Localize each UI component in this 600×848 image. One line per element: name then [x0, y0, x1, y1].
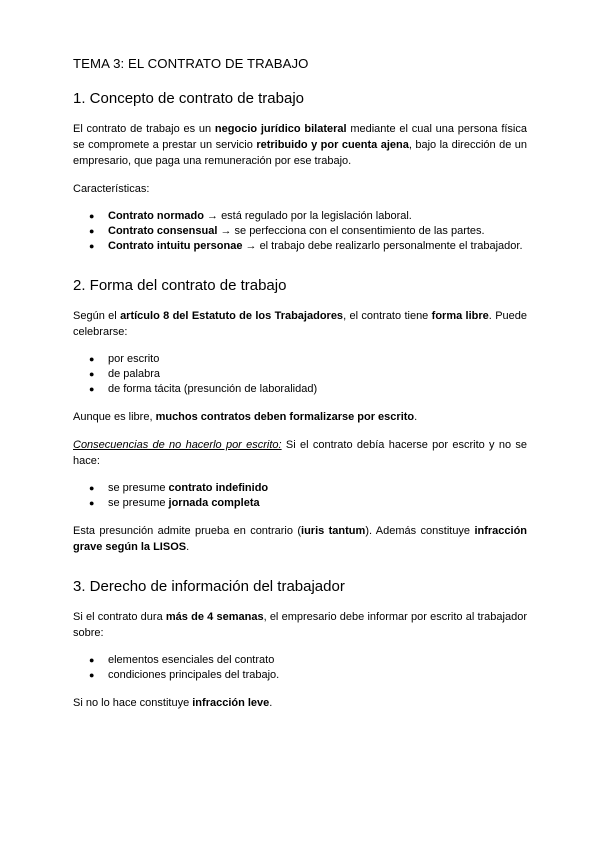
text-run: Si el contrato dura	[73, 611, 166, 623]
bullet-icon: ●	[89, 369, 95, 379]
section-1-paragraph	[73, 121, 527, 169]
bold-run: negocio jurídico bilateral	[214, 123, 347, 135]
bold-run: Contrato consensual	[108, 225, 218, 237]
list-item	[73, 653, 527, 668]
text-run: , el empresario debe informar por escrito al trabajador sobre:	[73, 611, 527, 639]
bold-run: infracción leve	[192, 697, 270, 709]
bullet-icon: ●	[89, 483, 95, 493]
text-run: condiciones principales del trabajo.	[108, 669, 280, 681]
text-run: → se perfecciona con el consentimiento de las partes.	[217, 225, 485, 237]
list-item	[73, 239, 527, 254]
bullet-icon: ●	[89, 498, 95, 508]
text-run: Aunque es libre,	[73, 411, 156, 423]
section-3-paragraph-1	[73, 609, 527, 641]
text-run: El contrato de trabajo es un	[73, 123, 215, 135]
text-run: Esta presunción admite prueba en contrario (	[73, 525, 302, 537]
list-item	[73, 352, 527, 367]
bullet-icon: ●	[89, 226, 95, 236]
bullet-icon: ●	[89, 211, 95, 221]
section-2-heading: 2. Forma del contrato de trabajo	[73, 277, 287, 294]
bold-run: Contrato intuitu personae	[108, 240, 243, 252]
underlined-italic-run: Consecuencias de no hacerlo por escrito:	[73, 439, 282, 451]
information-list	[73, 653, 527, 683]
text-run: , el contrato tiene	[343, 310, 432, 322]
bullet-icon: ●	[89, 241, 95, 251]
section-3-paragraph-2	[73, 695, 527, 711]
list-item	[73, 209, 527, 224]
text-run: .	[269, 697, 273, 709]
bold-run: muchos contratos deben formalizarse por escrito	[155, 411, 415, 423]
text-run: se presume	[108, 482, 169, 494]
list-item	[73, 481, 527, 496]
text-run: Según el	[73, 310, 121, 322]
bullet-icon: ●	[89, 354, 95, 364]
bullet-icon: ●	[89, 384, 95, 394]
bullet-icon: ●	[89, 670, 95, 680]
text-run: mediante el cual una persona física se compromete a prestar un servicio	[73, 123, 527, 151]
document-page	[73, 56, 527, 723]
bold-run: forma libre	[431, 310, 489, 322]
bold-run: artículo 8 del Estatuto de los Trabajadores	[120, 310, 344, 322]
section-2-paragraph-2	[73, 409, 527, 425]
section-2-paragraph-3	[73, 437, 527, 469]
list-item	[73, 224, 527, 239]
bullet-icon: ●	[89, 655, 95, 665]
text-run: de forma tácita (presunción de laboralidad)	[108, 383, 318, 395]
section-1-heading: 1. Concepto de contrato de trabajo	[73, 90, 304, 107]
section-2-paragraph-1	[73, 308, 527, 340]
characteristics-label: Características:	[73, 183, 150, 195]
section-2-paragraph-4	[73, 523, 527, 555]
bold-run: retribuido y por cuenta ajena	[256, 139, 409, 151]
document-title: TEMA 3: EL CONTRATO DE TRABAJO	[73, 56, 309, 71]
text-run: por escrito	[108, 353, 160, 365]
bold-run: Contrato normado	[108, 210, 204, 222]
bold-run: jornada completa	[168, 497, 260, 509]
text-run: Si no lo hace constituye	[73, 697, 193, 709]
text-run: se presume	[108, 497, 169, 509]
bold-run: más de 4 semanas	[165, 611, 264, 623]
form-list	[73, 352, 527, 397]
characteristics-list	[73, 209, 527, 254]
list-item	[73, 496, 527, 511]
text-run: .	[414, 411, 418, 423]
text-run: → el trabajo debe realizarlo personalmente el trabajador.	[242, 240, 523, 252]
consequences-list	[73, 481, 527, 511]
text-run: . Puede celebrarse:	[73, 310, 528, 338]
text-run: de palabra	[108, 368, 160, 380]
bold-run: contrato indefinido	[168, 482, 269, 494]
bold-run: iuris tantum	[301, 525, 366, 537]
text-run: .	[186, 541, 190, 553]
section-3-heading: 3. Derecho de información del trabajador	[73, 578, 345, 595]
text-run: → está regulado por la legislación laboral.	[203, 210, 412, 222]
list-item	[73, 668, 527, 683]
list-item	[73, 367, 527, 382]
text-run: ). Además constituye	[365, 525, 475, 537]
list-item	[73, 382, 527, 397]
text-run: elementos esenciales del contrato	[108, 654, 275, 666]
text-run: Si el contrato debía hacerse por escrito y no se hace:	[73, 439, 527, 467]
text-run: , bajo la dirección de un empresario, que paga una remuneración por ese trabajo.	[73, 139, 527, 167]
bold-run: infracción grave según la LISOS	[73, 525, 528, 553]
